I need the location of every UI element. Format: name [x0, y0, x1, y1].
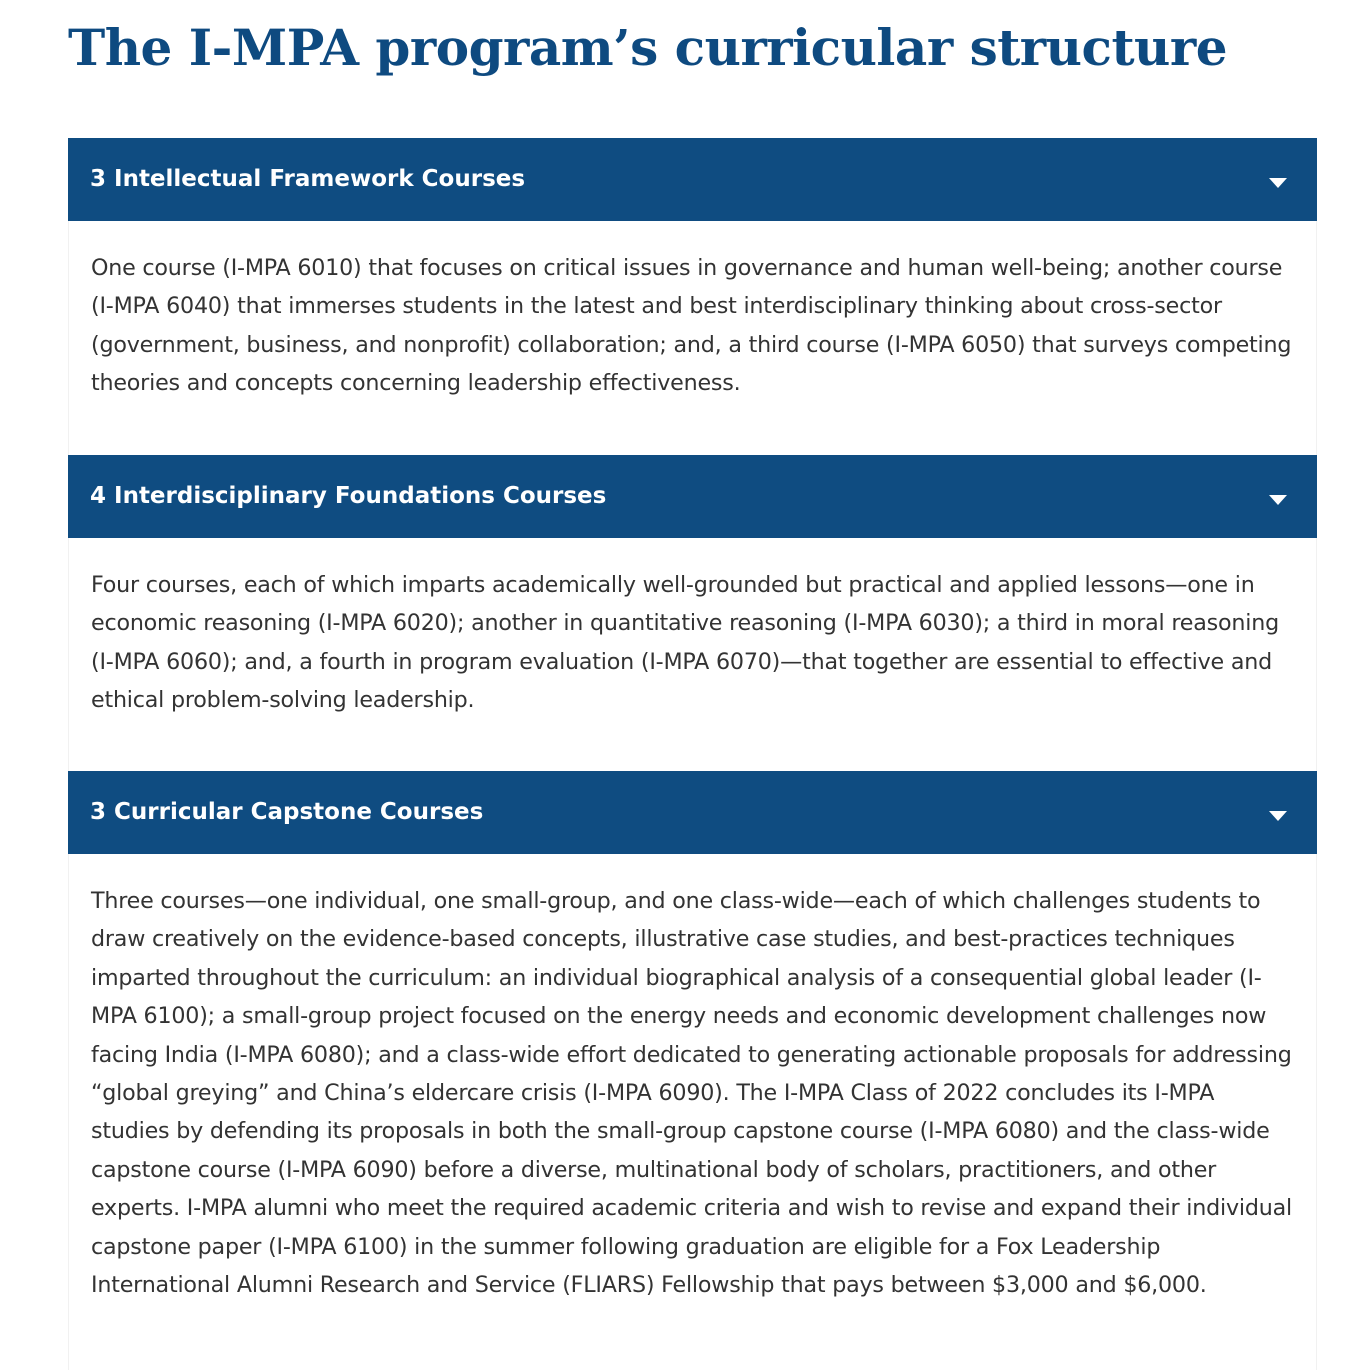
accordion-body-text: Three courses—one individual, one small-group, and one class-wide—each of which challenges students to draw creatively on the evidence-based concepts, illustrative case studies, and best-practices techniques imparted throughout the curriculum: an individual biographical analysis of a consequential global leader (I-MPA 6100); a small-group project focused on the energy needs and economic development challenges now facing India (I-MPA 6080); and a class-wide effort dedicated to generating actionable proposals for addressing “global greying” and China’s eldercare crisis (I-MPA 6090). The I-MPA Class of 2022 concludes its I-MPA studies by defending its proposals in both the small-group capstone course (I-MPA 6080) and the class-wide capstone course (I-MPA 6090) before a diverse, multinational body of scholars, practitioners, and other experts. I-MPA alumni who meet the required academic criteria and wish to revise and expand their individual capstone paper (I-MPA 6100) in the summer following graduation are eligible for a Fox Leadership International Alumni Research and Service (FLIARS) Fellowship that pays between $3,000 and $6,000.	[91, 888, 1292, 1299]
accordion-body-text: One course (I-MPA 6010) that focuses on critical issues in governance and human well-being; another course (I-MPA 6040) that immerses students in the latest and best interdisciplinary thinking about cross-sector (government, business, and nonprofit) collaboration; and, a third course (I-MPA 6050) that surveys competing theories and concepts concerning leadership effectiveness.	[91, 255, 1292, 397]
accordion-intellectual-framework	[68, 138, 1317, 455]
accordion-heading: 3 Curricular Capstone Courses	[90, 799, 484, 825]
accordion-curricular-capstone	[68, 771, 1317, 1370]
accordion-heading: 4 Interdisciplinary Foundations Courses	[90, 483, 607, 509]
chevron-down-icon[interactable]	[1269, 811, 1287, 821]
accordion-header-interdisciplinary-foundations[interactable]	[68, 455, 1317, 538]
accordion-panel-curricular-capstone	[68, 854, 1317, 1370]
accordion-header-intellectual-framework[interactable]	[68, 138, 1317, 221]
accordion-panel-interdisciplinary-foundations	[68, 538, 1317, 772]
page-title: The I-MPA program’s curricular structure	[68, 18, 1228, 77]
chevron-down-icon[interactable]	[1269, 495, 1287, 505]
accordion-header-curricular-capstone[interactable]	[68, 771, 1317, 854]
accordion-body-text: Four courses, each of which imparts academically well-grounded but practical and applied lessons—one in economic reasoning (I-MPA 6020); another in quantitative reasoning (I-MPA 6030); a third in moral reasoning (I-MPA 6060); and, a fourth in program evaluation (I-MPA 6070)—that together are essential to effective and ethical problem-solving leadership.	[91, 572, 1279, 714]
accordion-panel-intellectual-framework	[68, 221, 1317, 455]
chevron-down-icon[interactable]	[1269, 178, 1287, 188]
accordion-heading: 3 Intellectual Framework Courses	[90, 166, 526, 192]
accordion-interdisciplinary-foundations	[68, 455, 1317, 772]
